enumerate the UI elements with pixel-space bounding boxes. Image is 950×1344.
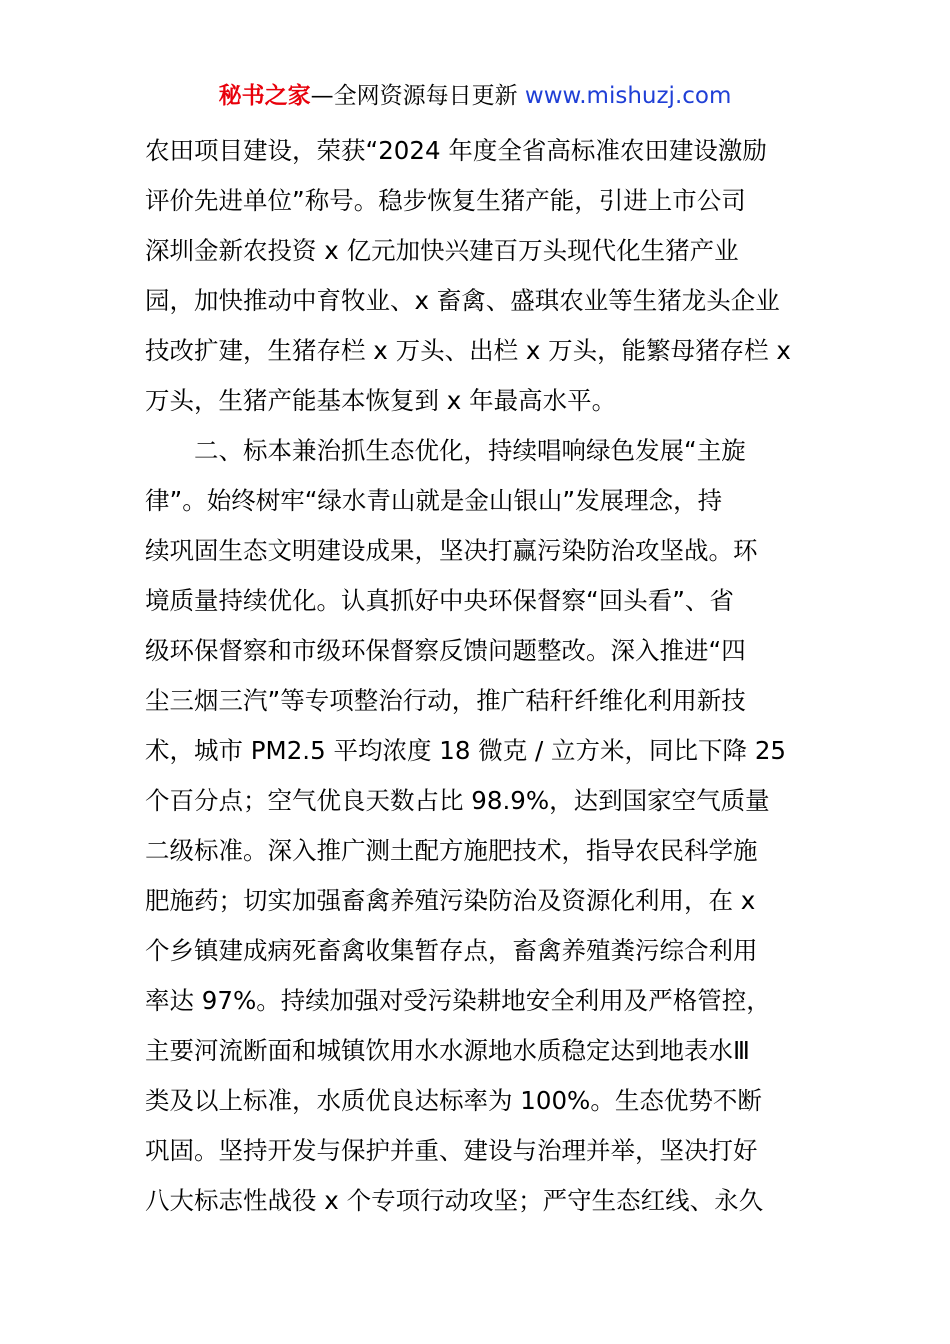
text-line: 级环保督察和市级环保督察反馈问题整改。深入推进“四	[145, 636, 746, 665]
text-line: 巩固。坚持开发与保护并重、建设与治理并举，坚决打好	[145, 1136, 758, 1165]
text-line: 律”。始终树牢“绿水青山就是金山银山”发展理念，持	[145, 486, 723, 515]
text-line: 评价先进单位”称号。稳步恢复生猪产能，引进上市公司	[145, 186, 746, 215]
text-line: 万头，生猪产能基本恢复到 x 年最高水平。	[145, 386, 617, 415]
site-url-link[interactable]: www.mishuzj.com	[524, 83, 732, 109]
text-line: 类及以上标准，水质优良达标率为 100%。生态优势不断	[145, 1086, 762, 1115]
text-line: 率达 97%。持续加强对受污染耕地安全利用及严格管控，	[145, 986, 771, 1015]
text-line: 八大标志性战役 x 个专项行动攻坚；严守生态红线、永久	[145, 1186, 764, 1215]
section-heading-line: 二、标本兼治抓生态优化，持续唱响绿色发展“主旋	[145, 436, 746, 465]
brand-name: 秘书之家	[218, 83, 311, 109]
site-header	[0, 80, 950, 112]
text-line: 园，加快推动中育牧业、x 畜禽、盛琪农业等生猪龙头企业	[145, 286, 780, 315]
text-line: 农田项目建设，荣获“2024 年度全省高标准农田建设激励	[145, 136, 767, 165]
text-line: 尘三烟三汽”等专项整治行动，推广秸秆纤维化利用新技	[145, 686, 746, 715]
text-line: 个百分点；空气优良天数占比 98.9%，达到国家空气质量	[145, 786, 770, 815]
text-line: 深圳金新农投资 x 亿元加快兴建百万头现代化生猪产业	[145, 236, 739, 265]
site-tagline: —全网资源每日更新	[310, 83, 525, 109]
text-line: 二级标准。深入推广测土配方施肥技术，指导农民科学施	[145, 836, 758, 865]
text-line: 个乡镇建成病死畜禽收集暂存点，畜禽养殖粪污综合利用	[145, 936, 758, 965]
text-line: 术，城市 PM2.5 平均浓度 18 微克 / 立方米，同比下降 25	[145, 736, 786, 765]
text-line: 境质量持续优化。认真抓好中央环保督察“回头看”、省	[145, 586, 734, 615]
text-line: 肥施药；切实加强畜禽养殖污染防治及资源化利用，在 x	[145, 886, 756, 915]
text-line: 主要河流断面和城镇饮用水水源地水质稳定达到地表水Ⅲ	[145, 1036, 750, 1065]
text-line: 技改扩建，生猪存栏 x 万头、出栏 x 万头，能繁母猪存栏 x	[145, 336, 791, 365]
text-line: 续巩固生态文明建设成果，坚决打赢污染防治攻坚战。环	[145, 536, 758, 565]
